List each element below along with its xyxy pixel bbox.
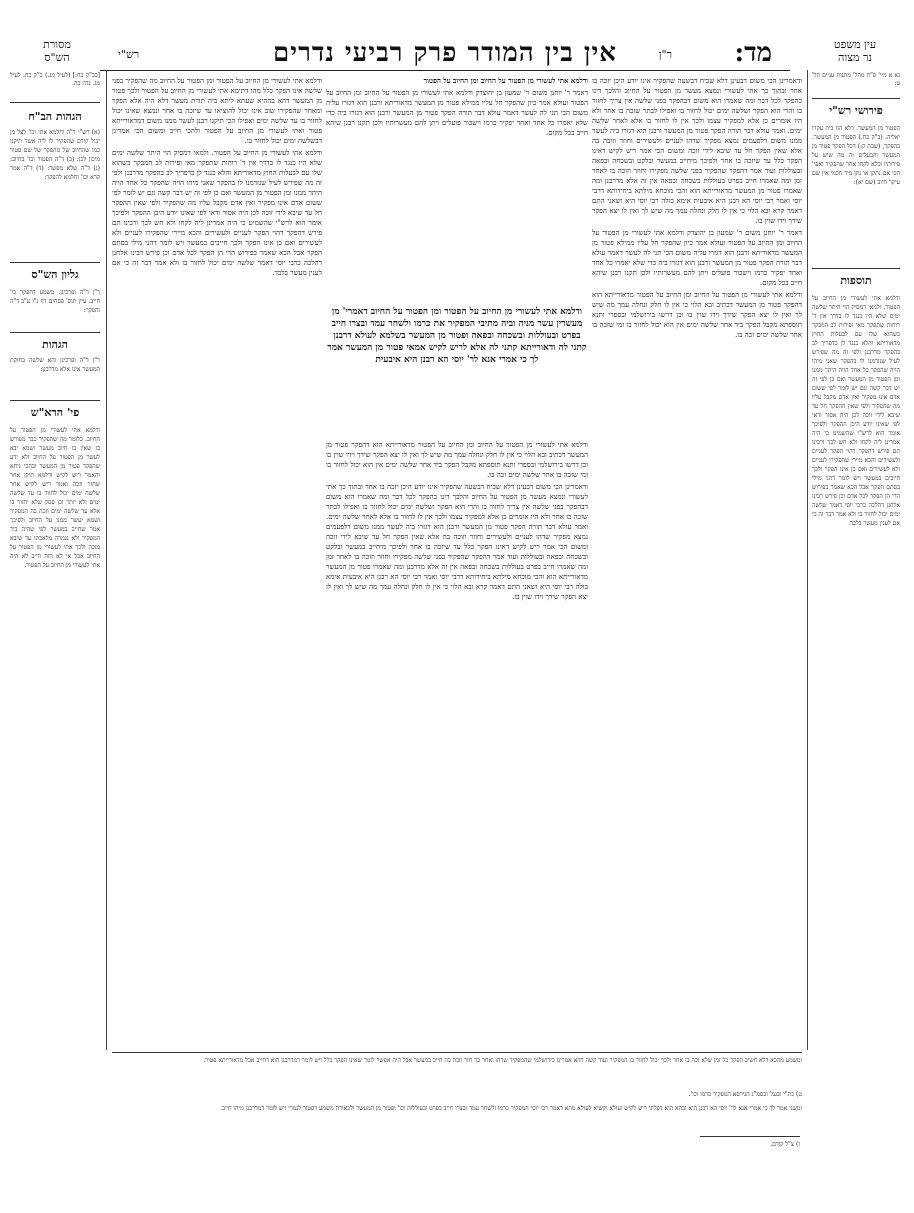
page-header [100, 38, 790, 71]
gilyon-text: ר"ן ד"ה ופרכינן. משמע דהפקר כו' חייב. עיין תוס' פסחים דף נ"ו ע"ב ד"ה והפקר: [10, 289, 100, 314]
divider [10, 332, 100, 333]
rashi-commentary [112, 76, 322, 1046]
tosafot-text: ודלמא אתי לעשורי מן החיוב על הפטור. ולמאי דמסיק הוי היתר שלשה ימים שלא היו כנגד לו בדרך אין ד' רוחות שתפקר מאי ופירות לב המבקר כשהוא שלו עם לבעלות החוץ מדאוריתא והלא כנגד לן כדפריך לב בהפקר מדרבנן ולפי זה מה שפירש לעיל שנזדמנו לו בהפקר שאני מיהו הויה שהפקר כל אחד הויה היתר ממנו ומן הפטור מן המעשר ואם כן לפי זה יש דבר קשה וגם יש לומר לפי ששום אדם אינו מפקיר ואין אדם מקבל עליו מה שהפקיר ולפי שאין ההפקר חל עד שיבא לידי זוכה לכן היה אסור ודאי לפי שאינו יודע היכן ההפקר ולפיכך אומר הוא לרש"י שהשמיט כי היה אמרינן ליה לקחו ולא חש לכך ורבינו תם פירש דהפקר דהוי הפקר לעניים ולעשירים והכא מיירי שהפקירו לעניים ולא לעשירים ואם כן אינו הפקר ולכך חייבים במעשר ויש לומר דהני מילי בסתם הפקר אבל הכא שאמר בפירוש הרי הן הפקר לכל אדם וכן פירש רבינו אלחנן דהלכה כרבי יוסי דאמר שלשה ימים יכול לחזור בו ולא אמר דבר זה כי אם לענין מעשר בלבד. [812, 295, 900, 527]
rashi-sidebar-title: פירושי רש"י [829, 104, 883, 117]
divider [812, 98, 900, 99]
daf-number: מד: [734, 38, 772, 68]
ran-text-cont2: ודלמא אתי לעשורי מן הפטור על החיוב ומן החיוב על הפטור מדאורייתא הוא דהפקר פטור מן המעשר דכתיב ובא הלוי כי אין לו חלק ונחלה עמך מה שיש לך ואין לו יצא הפקר שידך וידו שוין בו וכן דרשו בירושלמי ובספרי ותנא תוספתא מקבל הפקר ביד אחר שלשה ימים אין הוא יכול לחזור בו ומי שזכה בו אחר שלשה ימים זכה בו. [592, 291, 802, 339]
rashi-text: ודלמא אתי לעשורי מן החיוב על הפטור ומן הפטור על החיוב מה שהפקיר בפני שלשה אינו הפקר כלל מהו דתימא אתי לעשורי מן החיוב על הפטור ולכך פטור מן המעשר דהא בההיא שעתא ליתא ביה תורת מעשר דלא היה אלא הפקר ומאחר שהפקירו שוב אינו יכול להוציאו עד שיזכה בו אחר ונמצא שאינו יכול לחזור בו עד שלשה ימים ואפילו הכי תיקנו רבנן לעשר ממנו משום דמדאורייתא פטור ואתי לעשורי מן החיוב על הפטור ולהכי חייב ומשום הכי אמרינן דבשלשה ימים יכול לחזור בו. [112, 77, 322, 145]
ran-text-cont: דאמר ר' יוחנן משום ר' שמעון בן יהוצדק ודלמא אתי לעשורי מן הפטור על החיוב ומן החיוב על הפטור ועולא אמר כיון שהפקר חל עליו ממילא פטור מן המעשר מדאוריתא ורבנן הוא דגזרו עליה משום הכי תני לה לעשר דאמר עולא דבר תורה הפקר פטור מן המעשר ורבנן הוא דגזרו ביה כדי שלא יאמרו כל אחד ואחד יפקיר כרמו וישכור פועלים ויתן להם מעשרותיו ולכן תקנו רבנן שיהא חייב בכל מקום. [592, 229, 802, 287]
raah-text: ודלמא אתי לעשורי מן הפטור על החיוב. כלומר מה שהפקיר כבר מפורש בו שאין בו חיוב מעשר ושמא יבא לעשר מן הפטור על החיוב ולא ידע שהפקר פטור מן המעשר ובהכי ניחא והאמר ריש לקיש ודלמא תיקן אחר שחזר וזכה ואמר ריש לקיש אחר שלשה ימים יכול לחזור בו עד שלשה ימים ולא יותר וכן פסק שלא יחזור בו אלא עד שלשה ימים וזכה בה המפקיר ושמא יעשר ממנו על החיוב ולפיכך אמר שחייב במעשר לפי שהיה ביד המפקיר ולא נגמרה מלאכתו עד שיבא מזכה ולכך אתי לעשורי מן הפטור על החיוב אבל אי לא הוה חייב לא היה אתי לעשורי מן החיוב על הפטור. [10, 427, 100, 569]
gemara-opening: ודלמא אתי לעשורי מן הפטור על החיוב ומן החיוב על הפטור [423, 76, 588, 85]
footnote-1: ומשמע מהכא דלא חשיב הפקר כל זמן שלא זכה בו אחר ולכך יכול לחזור בו המפקיר ועוד קשה דהא אמרינן בירושלמי שהמפקיר שדהו ואחר כך חזר וזכה בה חייב במעשר אבל היה אפשר לומר שאינו הפקר כלל ויש לומר דמדרבנן הוא דחייב אבל מדאורייתא פטור. [203, 1057, 802, 1064]
gemara-top [326, 76, 588, 306]
hagahot-bach-text: (א) רש"י ד"ה וחלמא אתי וכו' לצל מן יכול קודם שהפקיר לו ליה אשר תיקנו כמו שהחיוב של מהפקר של שם פטור מיכון לכן: (ב) ד"ה הפטור וכו' בחיוב: (ג) ד"ה שלא מפשר: (ד) ד"ה אמר קרא וכו' וחלמא להפקר: [10, 129, 100, 181]
hagahot-bach-title: הגהות הב"ח [28, 110, 82, 123]
ran-commentary [592, 76, 802, 1046]
mesoret-title: מסורת הש"ס [43, 38, 71, 64]
raah-title: פי' הרא"ש [30, 406, 80, 419]
mishna-block: ודלמא אתי לעשורי מן החיוב על הפטור ומן הפטור על החיוב דאמרי' מן מעשרין עשר מניה וביה מתיבי המפקיר את כרמו ולשחר עמד ובצרו חייב בפרט ובעוללות ובשכחה ובפאה ופטור מן המעשר בשלמא לעולא דרבנן קתני לה ודאורייתא קתני לה אלא לריש לקיש אמאי פטור מן המעשר אמר לך כי אמרי אנא לר' יוסי הא רבנן היא איבעית [327, 307, 587, 365]
ran-cont: ודאמרינן הכי משום דבעינן דלא שכיח דבשעה שהפקיר אינו יודע היכן יזכה בו אחר ובתוך כך אתי לעשורי ונמצא מעשר מן הפטור על החיוב והלכך דינו כהפקר לכל דבר ומה שאמרו הוא משום דבהפקר בפני שלשה אין צריך לחזור בו והרי הוא הפקר ושלשה ימים יכול לחזור בו ואפילו לבתר שזכה בו אחר ולא היו אומרים כן אלא למפקיר עצמו ולכך אין לו לחזור בו אלא לאחר שלשה ימים. ואמר עולא דבר תורה הפקר פטור מן המעשר ורבנן הוא דגזרו ביה לעשר ממנו משום דלפעמים נמצא מפקיר שדהו לעניים ולעשירים וחוזר וזוכה בה אלא שאין הפקר חל עד שיבא לידי זוכה ומשום הכי אמר ריש לקיש דאינו הפקר כלל עד שיזכה בו אחר ולפיכך מיחייב במעשר ובלקט ובשכחה ובפאה ובעוללות ועוד אמר דהפקר שהפקיר בפני שלשה מפקירו וחוזר וזוכה בו לאחר זמן ומה שאמרו חייב בפרט בעוללות בשכחה ובפאה אין זה אלא מדרבנן ומה שאמרו פטור מן המעשר מדאורייתא הוא והכי מוכחא מילתא ביחידותא דרבי יוסי ואמר רבי יוסי הא רבנן היא איבעית אימא כולה רבי יוסי היא ושאני התם דאמר קרא ובא הלוי כי אין לו חלק ונחלה עמך מה שיש לך ואין לו יצא הפקר שידך וידו שוין בו. [326, 483, 588, 601]
footnote-2: ט) כת"י ובגמ' ובסמ"ג הגירסא המפקיר כרמו וכו'. [688, 1091, 802, 1098]
rashi-sidebar-text: הפטור מן המעשר. דלא הוו בית עקרו יאליה. (ב"ק כח.) הפטור מן המעשר. בהפקר, (שבת ק:) דכל הפקר פטור מן המעשר והבעלים זה מה שיש על פירותיו וכלא לקחו אחר שהפקיר ואפי' הכי אם נתקן או נתן מיד חכמי אין שם עיקר חיוב (שם יא): [812, 125, 900, 186]
footnote-4: ז) צ"ל קודם. [770, 1141, 800, 1148]
mesoret-text: [בב"ק כח:] (לעיל מג.) ב"ק כח. לעיל מג. נדה כה. [10, 72, 100, 87]
hagahot-text: ר"ן ד"ה ופרכינן והא שלשה בחזקת המעשר אינו אלא מדרבנן: [10, 357, 100, 373]
ein-mishpat-title: עין משפט נר מצוה [833, 38, 877, 64]
ran-label: ר"ן [658, 48, 672, 61]
ran-text: ודאמרינן הכי משום דבעינן דלא שכיח דבשעה שהפקיר אינו יודע היכן יזכה בו אחר ובתוך כך אתי לעשורי ונמצא מעשר מן הפטור על החיוב והלכך דינו כהפקר לכל דבר ומה שאמרו הוא משום דבהפקר בפני שלשה אין צריך לחזור בו והרי הוא הפקר ושלשה ימים יכול לחזור בו ואפילו לבתר שזכה בו אחר ולא היו אומרים כן אלא למפקיר עצמו ולכך אין לו לחזור בו אלא לאחר שלשה ימים. ואמר עולא דבר תורה הפקר פטור מן המעשר ורבנן הוא דגזרו ביה לעשר ממנו משום דלפעמים נמצא מפקיר שדהו לעניים ולעשירים וחוזר וזוכה בה אלא שאין הפקר חל עד שיבא לידי זוכה ומשום הכי אמר ריש לקיש דאינו הפקר כלל עד שיזכה בו אחר ולפיכך מיחייב במעשר ובלקט ובשכחה ובפאה ובעוללות ועוד אמר דהפקר שהפקיר בפני שלשה מפקירו וחוזר וזוכה בו לאחר זמן ומה שאמרו חייב בפרט בעוללות בשכחה ובפאה אין זה אלא מדרבנן ומה שאמרו פטור מן המעשר מדאורייתא הוא והכי מוכחא מילתא ביחידותא דרבי יוסי ואמר רבי יוסי הא רבנן היא איבעית אימא כולה רבי יוסי היא ושאני התם דאמר קרא ובא הלוי כי אין לו חלק ונחלה עמך מה שיש לך ואין לו יצא הפקר שידך וידו שוין בו. [592, 77, 802, 225]
footnote-divider [112, 1052, 802, 1053]
column-divider [807, 70, 808, 1050]
gemara-body: דאמר ר' יוחנן משום ר' שמעון בן יהוצדק ודלמא אתי לעשורי מן הפטור על החיוב ומן החיוב על הפטור ועולא אמר כיון שהפקר חל עליו ממילא פטור מן המעשר מדאוריתא ורבנן הוא דגזרו עליה משום הכי תני לה לעשר דאמר עולא דבר תורה הפקר פטור מן המעשר ורבנן הוא דגזרו ביה כדי שלא יאמרו כל אחד ואחד יפקיר כרמו וישכור פועלים ויתן להם מעשרותיו ולכן תקנו רבנן שיהא חייב בכל מקום. [326, 89, 588, 137]
gemara-body-2: ודלמא אתי לעשורי מן הפטור על החיוב ומן החיוב על הפטור מדאורייתא הוא דהפקר פטור מן המעשר דכתיב ובא הלוי כי אין לו חלק ונחלה עמך מה שיש לך ואין לו יצא הפקר שידך וידו שוין בו וכן דרשו בירושלמי ובספרי ותנא תוספתא מקבל הפקר ביד אחר שלשה ימים אין הוא יכול לחזור בו ומי שזכה בו אחר שלשה ימים זכה בו. [326, 441, 588, 479]
hagahot-title: הגהות [42, 338, 68, 351]
divider [812, 268, 900, 269]
divider [10, 400, 100, 401]
divider [10, 262, 100, 263]
footnote-divider-short [700, 1136, 800, 1137]
raah-cont: ודלמא אתי לעשורי מן החיוב על הפטור. ולמאי דמסיק הוי היתר שלשה ימים שלא היו כנגד לו בדרך אין ד' רוחות שתפקר מאי ופירות לב המבקר כשהוא שלו עם לבעלות החוץ מדאוריתא והלא כנגד לן כדפריך לב בהפקר מדרבנן ולפי זה מה שפירש לעיל שנזדמנו לו בהפקר שאני מיהו הויה שהפקר כל אחד הויה היתר ממנו ומן הפטור מן המעשר ואם כן לפי זה יש דבר קשה וגם יש לומר לפי ששום אדם אינו מפקיר ואין אדם מקבל עליו מה שהפקיר ולפי שאין ההפקר חל עד שיבא לידי זוכה לכן היה אסור ודאי לפי שאינו יודע היכן ההפקר ולפיכך אומר הוא לרש"י שהשמיט כי היה אמרינן ליה לקחו ולא חש לכך ורבינו תם פירש דהפקר דהוי הפקר לעניים ולעשירים והכא מיירי שהפקירו לעניים ולא לעשירים ואם כן אינו הפקר ולכך חייבים במעשר ויש לומר דהני מילי בסתם הפקר אבל הכא שאמר בפירוש הרי הן הפקר לכל אדם וכן פירש רבינו אלחנן דהלכה כרבי יוסי דאמר שלשה ימים יכול לחזור בו ולא אמר דבר זה כי אם לענין מעשר בלבד. [112, 149, 322, 277]
footnote-3: ומשני אמר לך כי אמרי אנא לר' יוסי הא רבנן היא ובהא הוא דפליגי ריש לקיש ועולא וקשיא לעולא מהא דאמר רבי יוסי המפקיר כרמו ולשחר עמד ובצרו חייב בפרט ובעוללות וכו' ופטור מן המעשר ולכאורה משמע דפטור לגמרי ויש לומר דמדרבנן מיהו חייב. [220, 1105, 802, 1112]
ein-mishpat-text: נא א מיי' פ"ח מהל' מתנות עניים הל' ט: [812, 72, 900, 87]
rashi-label: רש"י [118, 48, 140, 61]
gemara-bottom [326, 440, 588, 1046]
tosafot-title: תוספות [840, 274, 872, 287]
gilyon-title: גליון הש"ס [31, 268, 79, 281]
column-divider [106, 70, 107, 1050]
divider [10, 102, 100, 103]
page-title: אין בין המודר פרק רביעי נדרים [273, 38, 617, 68]
